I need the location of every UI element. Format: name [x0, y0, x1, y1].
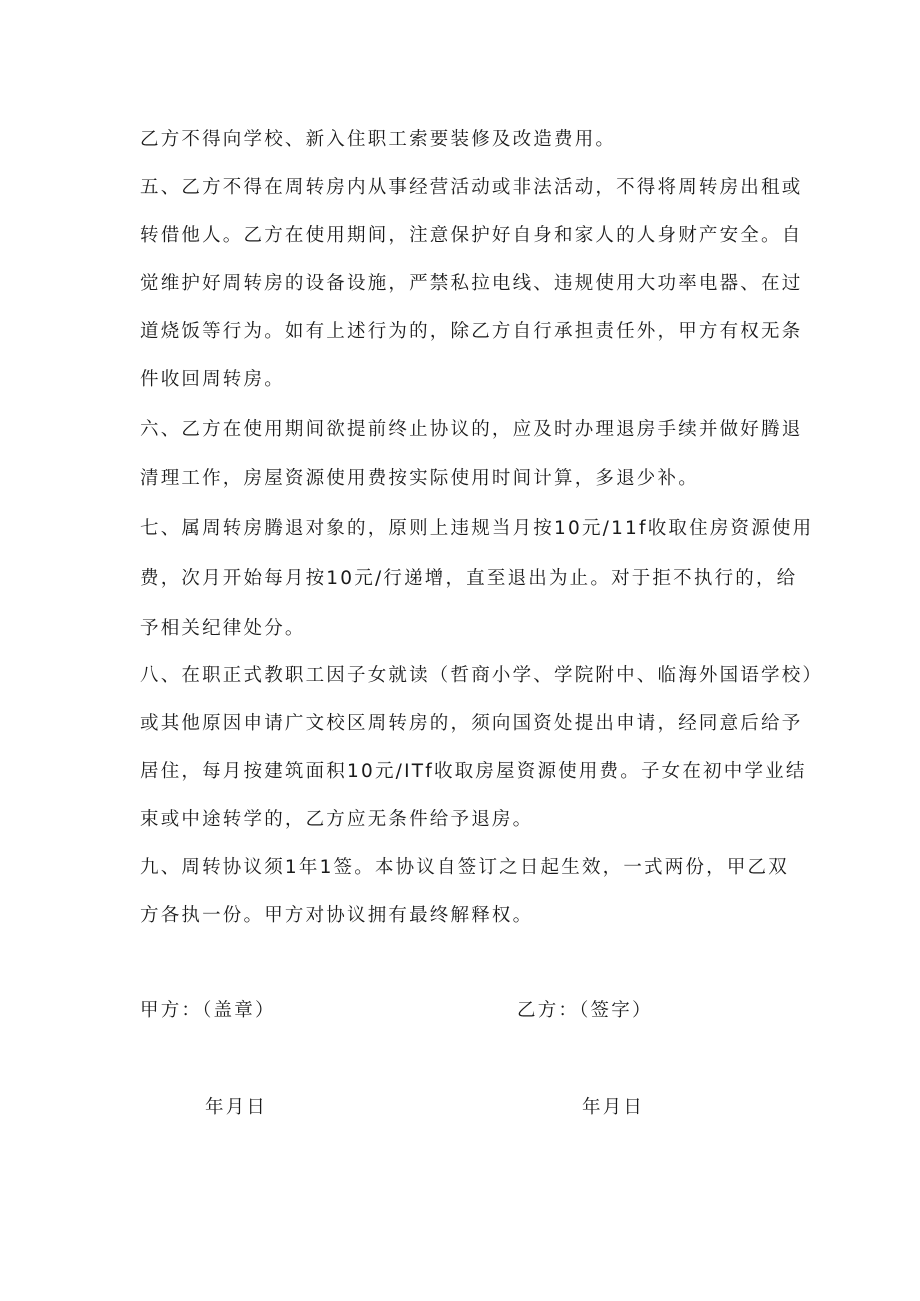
party-b-signature-label: 乙方：（签字）: [517, 1000, 653, 1021]
paragraph-line: 费，次月开始每月按10元/行递增，直至退出为止。对于拒不执行的，给: [140, 568, 798, 589]
paragraph-line: 件收回周转房。: [140, 369, 285, 390]
paragraph-line: 方各执一份。甲方对协议拥有最终解释权。: [140, 905, 534, 926]
paragraph-line: 予相关纪律处分。: [140, 618, 306, 639]
paragraph-line: 六、乙方在使用期间欲提前终止协议的，应及时办理退房手续并做好腾退: [140, 419, 803, 440]
paragraph-line: 道烧饭等行为。如有上述行为的，除乙方自行承担责任外，甲方有权无条: [140, 321, 803, 342]
paragraph-line: 觉维护好周转房的设备设施，严禁私拉电线、违规使用大功率电器、在过: [140, 273, 803, 294]
paragraph-line: 或其他原因申请广文校区周转房的，须向国资处提出申请，经同意后给予: [140, 713, 803, 734]
paragraph-line: 八、在职正式教职工因子女就读（哲商小学、学院附中、临海外国语学校）: [140, 665, 824, 686]
paragraph-line: 清理工作，房屋资源使用费按实际使用时间计算，多退少补。: [140, 468, 699, 489]
paragraph-line: 居住，每月按建筑面积10元/ITf收取房屋资源使用费。子女在初中学业结: [140, 761, 807, 782]
paragraph-line: 转借他人。乙方在使用期间，注意保护好自身和家人的人身财产安全。自: [140, 225, 803, 246]
paragraph-line: 束或中途转学的，乙方应无条件给予退房。: [140, 809, 534, 830]
paragraph-line: 九、周转协议须1年1签。本协议自签订之日起生效，一式两份，甲乙双: [140, 857, 789, 878]
party-a-date-label: 年月日: [205, 1097, 268, 1118]
party-a-seal-label: 甲方：（盖章）: [140, 1000, 276, 1021]
paragraph-line: 五、乙方不得在周转房内从事经营活动或非法活动，不得将周转房出租或: [140, 177, 803, 198]
party-b-date-label: 年月日: [582, 1097, 645, 1118]
paragraph-line: 七、属周转房腾退对象的，原则上违规当月按10元/11f收取住房资源使用: [140, 518, 814, 539]
paragraph-line: 乙方不得向学校、新入住职工索要装修及改造费用。: [140, 129, 617, 150]
